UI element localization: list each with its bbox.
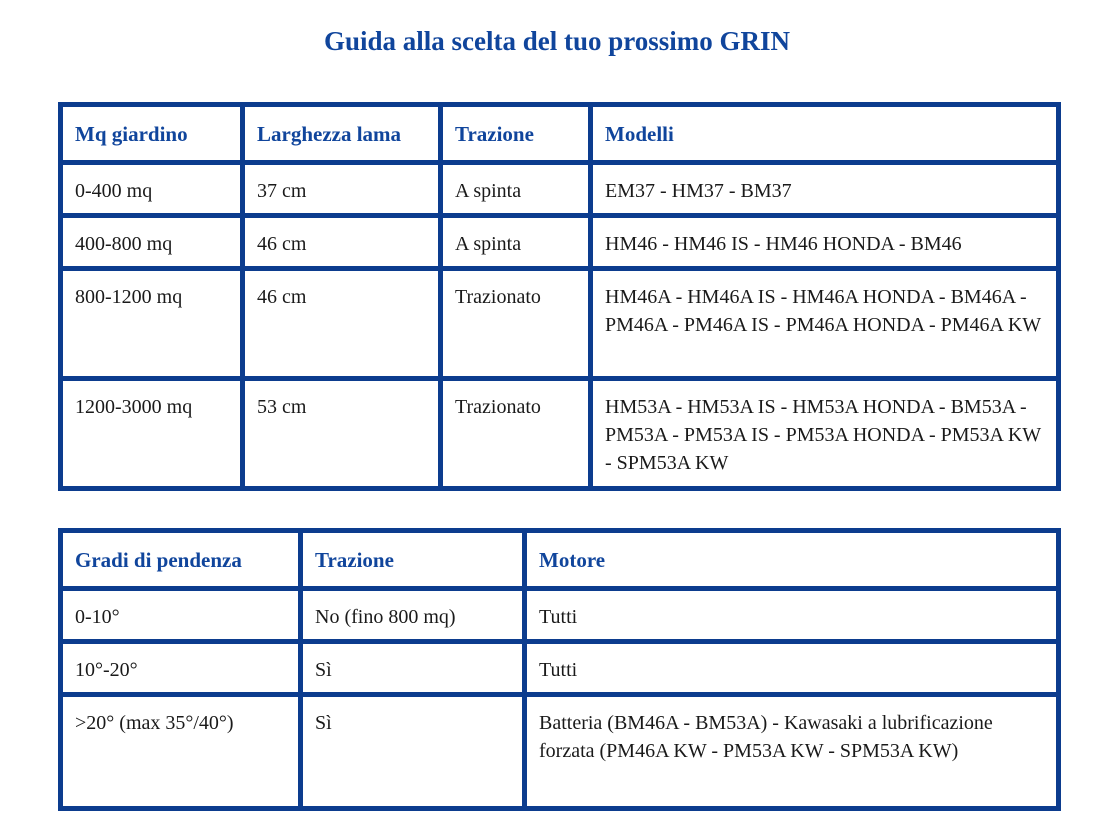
cell-traction: A spinta [441, 216, 591, 269]
cell-models: HM53A - HM53A IS - HM53A HONDA - BM53A - PM53A - PM53A IS - PM53A HONDA - PM53A KW - SPM53A KW [591, 379, 1059, 489]
cell-models: EM37 - HM37 - BM37 [591, 163, 1059, 216]
cell-blade-width: 53 cm [243, 379, 441, 489]
cell-traction: Trazionato [441, 379, 591, 489]
col-header-larghezza-lama: Larghezza lama [243, 105, 441, 163]
cell-traction: Sì [301, 642, 525, 695]
cell-slope: 10°-20° [61, 642, 301, 695]
cell-garden-size: 800-1200 mq [61, 269, 243, 379]
table-row [61, 642, 1059, 695]
page-title: Guida alla scelta del tuo prossimo GRIN [323, 26, 791, 56]
cell-engine: Tutti [525, 589, 1059, 642]
cell-garden-size: 1200-3000 mq [61, 379, 243, 489]
col-header-mq-giardino: Mq giardino [61, 105, 243, 163]
cell-traction: Trazionato [441, 269, 591, 379]
cell-blade-width: 46 cm [243, 269, 441, 379]
col-header-trazione: Trazione [301, 531, 525, 589]
cell-garden-size: 400-800 mq [61, 216, 243, 269]
cell-blade-width: 37 cm [243, 163, 441, 216]
cell-traction: Sì [301, 695, 525, 809]
cell-blade-width: 46 cm [243, 216, 441, 269]
cell-garden-size: 0-400 mq [61, 163, 243, 216]
table-row [61, 163, 1059, 216]
garden-table-header-row [61, 105, 1059, 163]
cell-traction: No (fino 800 mq) [301, 589, 525, 642]
cell-traction: A spinta [441, 163, 591, 216]
garden-size-selection-table [58, 102, 1061, 491]
table-row [61, 589, 1059, 642]
cell-slope: >20° (max 35°/40°) [61, 695, 301, 809]
table-row [61, 269, 1059, 379]
cell-models: HM46A - HM46A IS - HM46A HONDA - BM46A - PM46A - PM46A IS - PM46A HONDA - PM46A KW [591, 269, 1059, 379]
table-row [61, 216, 1059, 269]
slope-selection-table [58, 528, 1061, 811]
cell-engine: Batteria (BM46A - BM53A) - Kawasaki a lubrificazione forzata (PM46A KW - PM53A KW - SPM53A KW) [525, 695, 1059, 809]
cell-engine: Tutti [525, 642, 1059, 695]
table-row [61, 379, 1059, 489]
col-header-motore: Motore [525, 531, 1059, 589]
col-header-trazione: Trazione [441, 105, 591, 163]
table-row [61, 695, 1059, 809]
col-header-gradi-di-pendenza: Gradi di pendenza [61, 531, 301, 589]
col-header-modelli: Modelli [591, 105, 1059, 163]
slope-table-header-row [61, 531, 1059, 589]
cell-slope: 0-10° [61, 589, 301, 642]
cell-models: HM46 - HM46 IS - HM46 HONDA - BM46 [591, 216, 1059, 269]
